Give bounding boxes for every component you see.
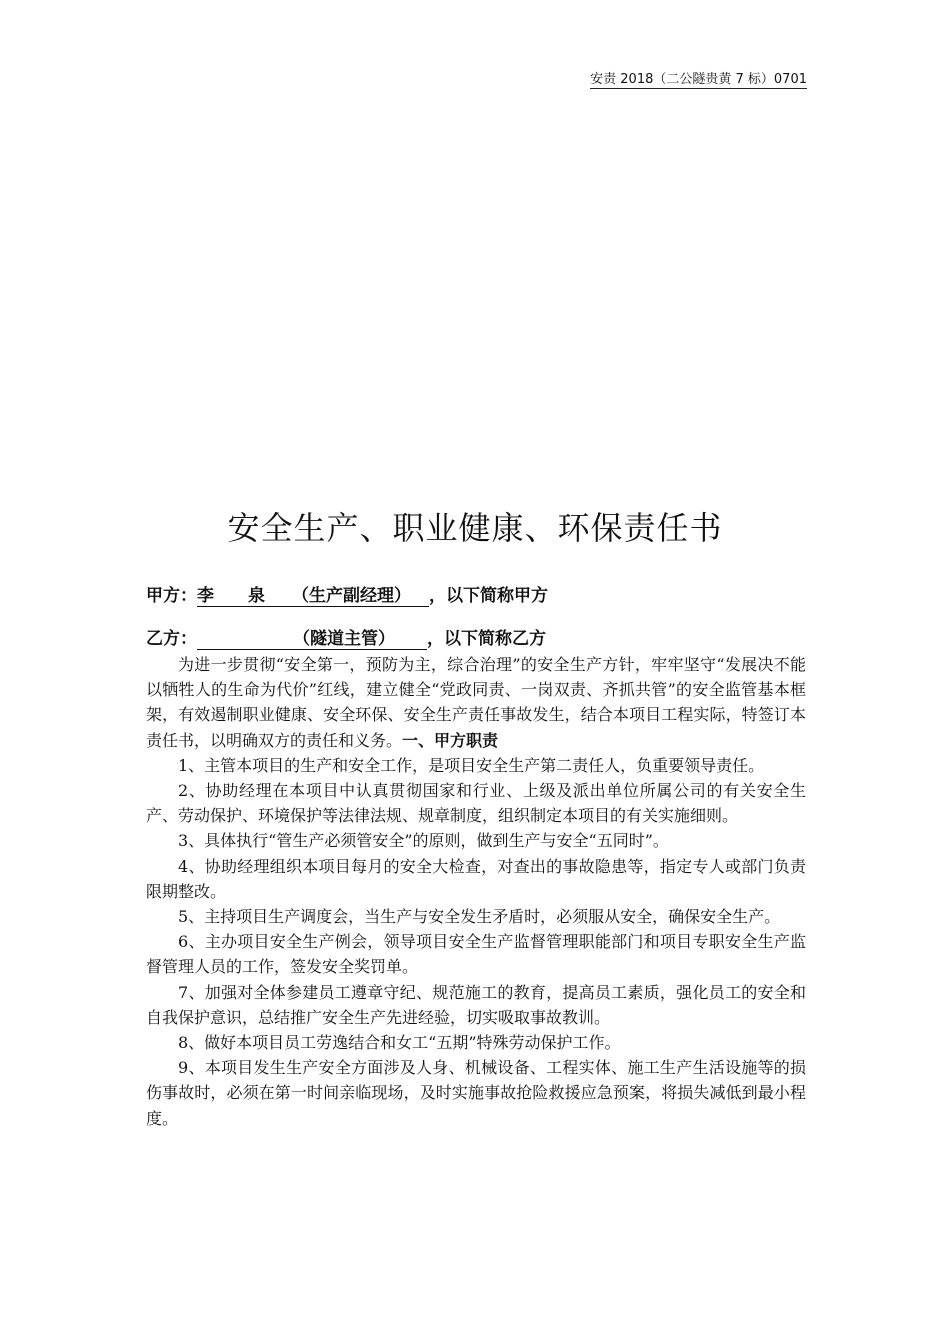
party-b-suffix: ，以下简称乙方	[427, 629, 546, 649]
duty-item: 8、做好本项目员工劳逸结合和女工“五期”特殊劳动保护工作。	[178, 1033, 621, 1053]
party-a-field	[197, 586, 429, 607]
duty-item: 5、主持项目生产调度会，当生产与安全发生矛盾时，必须服从安全，确保安全生产。	[178, 907, 781, 927]
party-b-role: （隧道主管）	[293, 629, 395, 649]
intro-text: 为进一步贯彻“安全第一，预防为主，综合治理”的安全生产方针，牢牢坚守“发展决不能以牺牲人的生命为代价”红线，建立健全“党政同责、一岗双责、齐抓共管”的安全监管基本框架，有效遏制职业健康、安全环保、安全生产责任事故发生，结合本项目工程实际，特签订本责任书，以明确双方的责任和义务。	[146, 655, 806, 750]
intro-paragraph	[146, 652, 806, 753]
party-a-name: 李 泉	[197, 586, 265, 606]
document-body	[146, 652, 806, 1131]
section-heading: 一、甲方职责	[402, 730, 499, 750]
party-a-role: （生产副经理）	[292, 586, 411, 606]
party-a-suffix: ，以下简称甲方	[429, 586, 548, 606]
party-a-label: 甲方：	[146, 586, 197, 606]
party-b-line	[146, 624, 546, 650]
document-code: 安责 2018（二公隧贵黄 7 标）0701	[590, 68, 807, 89]
party-b-label: 乙方：	[146, 629, 197, 649]
duty-item: 1、主管本项目的生产和安全工作，是项目安全生产第二责任人，负重要领导责任。	[178, 755, 765, 775]
duty-item: 7、加强对全体参建员工遵章守纪、规范施工的教育，提高员工素质，强化员工的安全和自我保护意识，总结推广安全生产先进经验，切实吸取事故教训。	[146, 982, 806, 1027]
duty-item: 9、本项目发生生产安全方面涉及人身、机械设备、工程实体、施工生产生活设施等的损伤事故时，必须在第一时间亲临现场，及时实施事故抢险救援应急预案，将损失减低到最小程度。	[146, 1058, 806, 1128]
party-b-field	[197, 629, 427, 650]
duty-item: 4、协助经理组织本项目每月的安全大检查，对查出的事故隐患等，指定专人或部门负责限期整改。	[146, 856, 806, 901]
party-a-line	[146, 581, 548, 607]
duty-item: 2、协助经理在本项目中认真贯彻国家和行业、上级及派出单位所属公司的有关安全生产、劳动保护、环境保护等法律法规、规章制度，组织制定本项目的有关实施细则。	[146, 781, 806, 826]
duty-item: 6、主办项目安全生产例会，领导项目安全生产监督管理职能部门和项目专职安全生产监督管理人员的工作，签发安全奖罚单。	[146, 932, 806, 977]
duty-item: 3、具体执行“管生产必须管安全”的原则，做到生产与安全“五同时”。	[178, 831, 669, 851]
document-title: 安全生产、职业健康、环保责任书	[227, 509, 723, 547]
